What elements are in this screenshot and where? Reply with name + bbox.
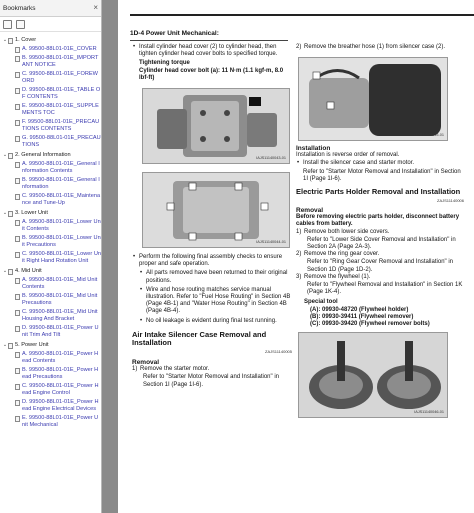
bookmark-item[interactable] bbox=[0, 103, 101, 117]
bookmark-item[interactable] bbox=[0, 325, 101, 339]
bookmark-label: D. 99500-88L01-01E_Power Unit Trim And Tilt bbox=[22, 325, 99, 338]
bookmark-icon bbox=[8, 269, 13, 275]
bookmark-icon bbox=[15, 88, 20, 94]
bookmark-item[interactable] bbox=[0, 87, 101, 101]
step-item: 2) Remove the breather hose (1) from silencer case (2). bbox=[296, 44, 446, 50]
bookmark-item[interactable] bbox=[0, 55, 101, 69]
page-top-rule bbox=[130, 14, 474, 16]
document-page bbox=[118, 0, 474, 513]
step-text: Remove both lower side covers. bbox=[304, 228, 390, 235]
step-text: Remove the flywheel (1). bbox=[304, 273, 371, 280]
bookmark-label: C. 99500-88L01-01E_Lower Unit Right Hand Rotation Unit bbox=[22, 251, 101, 264]
step-text: Remove the breather hose (1) from silencer case (2). bbox=[304, 44, 446, 50]
section-heading: Air Intake Silencer Case Removal and Installation bbox=[132, 329, 267, 348]
bookmark-item[interactable] bbox=[0, 161, 101, 175]
check-item: • No oil leakage is evident during final test running. bbox=[139, 318, 292, 325]
install-step: • Install the silencer case and starter motor. bbox=[296, 160, 464, 167]
reference-text: Refer to "Lower Side Cover Removal and Installation" in Section 2A (Page 2A-3). bbox=[307, 236, 456, 250]
bookmark-label: A. 99500-88L01-01E_Mid Unit Contents bbox=[22, 277, 98, 290]
bookmark-icon bbox=[15, 220, 20, 226]
bookmark-item[interactable] bbox=[0, 399, 101, 413]
bookmark-item[interactable] bbox=[0, 119, 101, 133]
bookmark-label: A. 99500-88L01-01E_General Information Contents bbox=[22, 161, 100, 174]
special-tool-list bbox=[296, 307, 464, 329]
bookmarks-toolbar bbox=[0, 17, 101, 32]
tool-item: (A): 09930-48720 (Flywheel holder) bbox=[310, 306, 409, 313]
chevron-down-icon[interactable]: ⌄ bbox=[2, 268, 8, 274]
bookmark-icon bbox=[15, 162, 20, 168]
bookmarks-header bbox=[0, 0, 101, 17]
section-code: ZAJS11140006 bbox=[437, 197, 464, 203]
bookmark-icon bbox=[15, 310, 20, 316]
install-text: Installation is reverse order of removal. bbox=[296, 152, 400, 159]
bookmark-item[interactable] bbox=[0, 293, 101, 307]
bookmark-label: B. 99500-88L01-01E_Power Head Precautions bbox=[22, 367, 99, 380]
warning-text: Before removing electric parts holder, disconnect battery cables from battery. bbox=[296, 214, 460, 228]
bookmark-section[interactable] bbox=[0, 210, 101, 217]
reference-text: Refer to "Starter Motor Removal and Installation" in Section 1I (Page 1I-6). bbox=[143, 374, 279, 388]
bookmark-label: A. 99500-88L01-01E_Lower Unit Contents bbox=[22, 219, 101, 232]
expand-all-icon[interactable] bbox=[3, 20, 12, 29]
special-tool-label: Special tool bbox=[304, 299, 338, 306]
header-rule bbox=[130, 40, 288, 41]
step-item: 1) Remove the starter motor. bbox=[132, 366, 210, 373]
bookmark-item[interactable] bbox=[0, 415, 101, 429]
bookmark-item[interactable] bbox=[0, 177, 101, 191]
bookmark-icon bbox=[15, 384, 20, 390]
bookmark-icon bbox=[15, 252, 20, 258]
section-heading: Electric Parts Holder Removal and Installation bbox=[296, 187, 461, 197]
bookmark-section[interactable] bbox=[0, 268, 101, 275]
bookmark-section[interactable] bbox=[0, 37, 101, 44]
bookmark-label: D. 99500-88L01-01E_TABLE OF CONTENTS bbox=[22, 87, 101, 100]
bookmark-item[interactable] bbox=[0, 251, 101, 265]
bookmark-icon bbox=[15, 294, 20, 300]
bookmark-label: G. 99500-88L01-01E_PRECAUTIONS bbox=[22, 135, 101, 148]
figure-caption: IAJS11140043-01 bbox=[256, 155, 286, 160]
flywheel-photo bbox=[298, 332, 448, 418]
bookmark-label: 1. Cover bbox=[15, 37, 37, 43]
chevron-down-icon[interactable]: ⌄ bbox=[2, 152, 8, 158]
chevron-down-icon[interactable]: ⌄ bbox=[2, 37, 8, 43]
step-item: 1) Remove both lower side covers. bbox=[296, 228, 390, 235]
bookmark-icon bbox=[15, 416, 20, 422]
bookmarks-panel bbox=[0, 0, 102, 513]
bookmark-label: C. 99500-88L01-01E_FOREWORD bbox=[22, 71, 98, 84]
figure-caption: IAJS11140046-01 bbox=[414, 409, 444, 414]
bookmark-item[interactable] bbox=[0, 235, 101, 249]
check-item: • All parts removed have been returned to their original positions. bbox=[139, 270, 292, 284]
bookmark-section[interactable] bbox=[0, 152, 101, 159]
torque-value: Cylinder head cover bolt (a): 11 N·m (1.1 kgf-m, 8.0 lbf-ft) bbox=[139, 67, 284, 81]
bookmark-section[interactable] bbox=[0, 342, 101, 349]
tool-item: (C): 09930-39420 (Flywheel remover bolts) bbox=[310, 320, 430, 327]
bookmark-item[interactable] bbox=[0, 46, 101, 53]
bookmark-icon bbox=[15, 400, 20, 406]
bookmark-item[interactable] bbox=[0, 193, 101, 207]
bookmark-label: B. 99500-88L01-01E_General Information bbox=[22, 177, 100, 190]
bookmark-icon bbox=[8, 38, 13, 44]
silencer-illustration bbox=[299, 58, 448, 141]
step-text: Remove the ring gear cover. bbox=[304, 251, 380, 258]
bookmark-label: F. 99500-88L01-01E_PRECAUTIONS CONTENTS bbox=[22, 119, 100, 132]
torque-title: Tightening torque bbox=[139, 60, 190, 67]
step-text: Remove the starter motor. bbox=[140, 366, 210, 373]
bookmark-icon bbox=[15, 236, 20, 242]
check-text: • Perform the following final assembly checks to ensure proper and safe operation. bbox=[132, 254, 292, 268]
bookmark-icon bbox=[15, 368, 20, 374]
step-item: 2) Remove the ring gear cover. bbox=[296, 251, 380, 258]
bookmark-icon bbox=[8, 153, 13, 159]
bookmark-label: D. 99500-88L01-01E_Power Head Engine Electrical Devices bbox=[22, 399, 99, 412]
bookmark-item[interactable] bbox=[0, 367, 101, 381]
bookmark-tree bbox=[0, 32, 101, 429]
bookmark-icon bbox=[15, 278, 20, 284]
bookmark-icon bbox=[15, 352, 20, 358]
bookmark-label: 4. Mid Unit bbox=[15, 268, 42, 274]
bookmark-item[interactable] bbox=[0, 135, 101, 149]
figure-caption: IAJS11140044-01 bbox=[256, 239, 286, 244]
step-item: 3) Remove the flywheel (1). bbox=[296, 273, 371, 280]
bookmark-icon bbox=[15, 56, 20, 62]
bookmarks-title: Bookmarks bbox=[3, 4, 36, 12]
bookmark-label: E. 99500-88L01-01E_SUPPLEMENTS TOC bbox=[22, 103, 99, 116]
bookmark-item[interactable] bbox=[0, 309, 101, 323]
reference-text: Refer to "Starter Motor Removal and Installation" in Section 1I (Page 1I-6). bbox=[303, 168, 461, 183]
subsection-heading: Installation bbox=[296, 145, 331, 153]
bookmark-item[interactable] bbox=[0, 383, 101, 397]
flywheel-illustration bbox=[299, 333, 448, 418]
bookmark-icon bbox=[15, 326, 20, 332]
bookmark-label: A. 99500-88L01-01E_COVER bbox=[22, 46, 97, 52]
subsection-heading: Removal bbox=[132, 359, 160, 367]
bookmark-icon bbox=[15, 104, 20, 110]
bookmark-icon bbox=[15, 47, 20, 53]
bookmark-label: B. 99500-88L01-01E_Lower Unit Precautions bbox=[22, 235, 101, 248]
options-icon[interactable] bbox=[16, 20, 25, 29]
bookmark-icon bbox=[15, 120, 20, 126]
chevron-down-icon[interactable]: ⌄ bbox=[2, 342, 8, 348]
section-code: ZAJS11140005 bbox=[265, 348, 292, 354]
right-column bbox=[296, 44, 464, 420]
bookmark-item[interactable] bbox=[0, 219, 101, 233]
chevron-down-icon[interactable]: ⌄ bbox=[2, 210, 8, 216]
cylinder-head-photo-1 bbox=[142, 88, 290, 164]
bolt-sequence-illustration bbox=[143, 173, 290, 248]
step-text: • Install cylinder head cover (2) to cylinder head, then tighten cylinder head cover bolts to specified torque. bbox=[132, 44, 292, 58]
close-icon[interactable]: × bbox=[93, 3, 98, 12]
bookmark-label: A. 99500-88L01-01E_Power Head Contents bbox=[22, 351, 99, 364]
bookmark-icon bbox=[8, 211, 13, 217]
reference-text: Refer to "Flywheel Removal and Installation" in Section 1K (Page 1K-4). bbox=[307, 281, 463, 296]
bookmark-label: 2. General Information bbox=[15, 152, 71, 158]
bookmark-item[interactable] bbox=[0, 277, 101, 291]
bookmark-label: C. 99500-88L01-01E_Maintenance and Tune-Up bbox=[22, 193, 101, 206]
tool-item: (B): 09930-39411 (Flywheel remover) bbox=[310, 313, 414, 320]
reference-text: Refer to "Ring Gear Cover Removal and Installation" in Section 1D (Page 1D-2). bbox=[307, 259, 453, 273]
bookmark-label: C. 99500-88L01-01E_Power Head Engine Control bbox=[22, 383, 99, 396]
bookmark-label: B. 99500-88L01-01E_IMPORTANT NOTICE bbox=[22, 55, 99, 68]
engine-illustration bbox=[143, 89, 290, 164]
check-item: • Wire and hose routing matches service manual illustration. Refer to "Fuel Hose Routing" in Section 4B (Page 4B-1) and "Water Hose Routing" in Section 4B (Page 4B-4). bbox=[139, 287, 292, 316]
subsection-heading: Removal bbox=[296, 206, 324, 214]
figure-caption: IAJS11140045-01 bbox=[414, 133, 444, 137]
bookmark-icon bbox=[15, 178, 20, 184]
bookmark-label: 5. Power Unit bbox=[15, 342, 49, 348]
page-header: 1D-4 Power Unit Mechanical: bbox=[130, 30, 219, 37]
bookmark-label: E. 99500-88L01-01E_Power Unit Mechanical bbox=[22, 415, 99, 428]
bookmark-icon bbox=[15, 136, 20, 142]
bookmark-icon bbox=[15, 72, 20, 78]
bookmark-label: C. 99500-88L01-01E_Mid Unit Housing And Bracket bbox=[22, 309, 98, 322]
bookmark-icon bbox=[15, 194, 20, 200]
bookmark-label: 3. Lower Unit bbox=[15, 210, 48, 216]
bookmark-icon bbox=[8, 343, 13, 349]
bookmark-item[interactable] bbox=[0, 71, 101, 85]
cylinder-head-photo-2 bbox=[142, 172, 290, 248]
bookmark-item[interactable] bbox=[0, 351, 101, 365]
bookmark-label: B. 99500-88L01-01E_Mid Unit Precautions bbox=[22, 293, 98, 306]
breather-hose-photo bbox=[298, 57, 448, 141]
left-column bbox=[132, 44, 292, 389]
